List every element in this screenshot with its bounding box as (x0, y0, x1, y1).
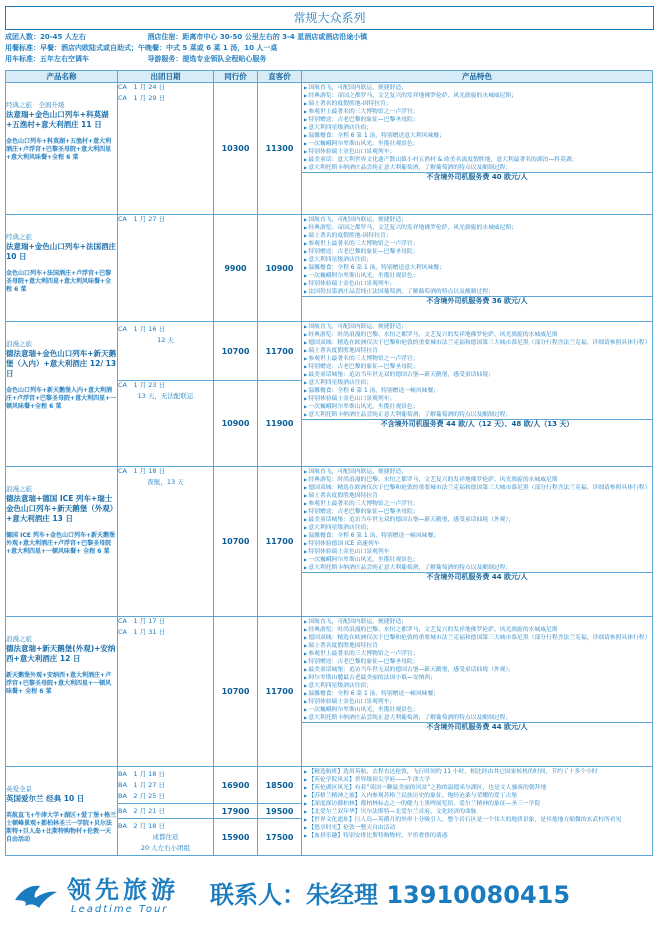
direct-price: 11700 (258, 617, 302, 767)
feature-item: ▶ 一次巍峨阿尔卑斯山风光，坐揽壮观景色； (304, 706, 650, 714)
header-direct-price: 直客价 (258, 71, 302, 83)
departure-date: CA 1 月 17 日 (118, 617, 166, 625)
product-name-cell (6, 215, 118, 322)
departure-dates-cell (118, 767, 214, 804)
departure-date: 13 天，无法配联运 (137, 392, 194, 400)
feature-item: ▶ 意大利托斯卡纳酒庄品尝纯正意大利葡萄酒，了解葡萄酒的特点以及酿制过程； (304, 564, 650, 572)
feature-item: ▶ 瑞士著名度假胜地因特拉肯 (304, 347, 650, 355)
product-description: 金色山口列车+新天鹅堡入内+意大利酒庄+卢浮宫+巴黎圣母院+意大利四星+一顿风味餐+全程 6 菜 (6, 387, 117, 410)
product-name[interactable]: 德法意瑞+金色山口列车+新天鹅堡（入内）+意大利酒庄 12/ 13 日 (6, 349, 117, 378)
departure-date: BA 2 月 21 日 (118, 807, 166, 815)
service-fee-note: 不含境外司机服务费 40 欧元/人 (302, 172, 652, 182)
departure-dates-cell (118, 819, 214, 856)
features-cell (302, 467, 653, 617)
feature-item: ▶ 特别体验瑞士金色山口景观列车； (304, 280, 650, 288)
peer-price: 16900 (214, 767, 258, 804)
feature-item: ▶ 阿尔卑斯山麓最古老最美丽的法国小镇—安纳西； (304, 674, 650, 682)
feature-item: ▶ 一次巍峨阿尔卑斯山风光，坐揽壮观景色； (304, 272, 650, 280)
departure-dates-cell (118, 617, 214, 767)
feature-item: ▶ 特别体验瑞士金色山口景观列车； (304, 395, 650, 403)
departure-date: 20 人左右小团组 (140, 844, 191, 852)
features-list (302, 617, 652, 722)
feature-item: ▶ 经典游览：时尚浪漫的巴黎、水恒之都罗马，文艺复兴的发祥地佛罗伦萨、风光旖旎的水城威尼斯 (304, 476, 650, 484)
feature-item: ▶ 瑞士著名度假胜地因特拉肯 (304, 642, 650, 650)
departure-date: BA 2 月 25 日 (118, 792, 166, 800)
feature-item: ▶ 【英伦学院风采】世界级顶尖学府——牛津大学 (304, 776, 650, 784)
departure-date: CA 1 月 16 日 (118, 325, 166, 333)
feature-item: ▶ 一次巍峨阿尔卑斯山风光，坐揽壮观景色； (304, 403, 650, 411)
group-size: 成团人数：20-45 人左右 (5, 33, 86, 41)
feature-item: ▶ 一次巍峨阿尔卑斯山风光，坐揽壮观景色； (304, 140, 650, 148)
product-name-cell (6, 322, 118, 467)
product-row (6, 617, 653, 767)
product-series: 浪漫之旅 (6, 635, 32, 643)
feature-item: ▶ 【血拼乐趣】特别安排比斯特购物村，平价奢侈的诱惑 (304, 832, 650, 840)
feature-item: ▶ 经典游览：帝国之都罗马、文艺复兴的发祥地佛罗伦萨、风光旖旎的水城威尼斯； (304, 92, 650, 100)
table-header-row (6, 71, 653, 83)
feature-item: ▶ 国航直飞，可配国内联运，便捷舒适； (304, 323, 650, 331)
feature-item: ▶ 意大利四星级酒店住宿； (304, 379, 650, 387)
feature-item: ▶ 意大利四星级酒店住宿； (304, 256, 650, 264)
feature-item: ▶ 温馨餐食：全程 6 菜 1 汤，特别赠送一顿风味餐； (304, 532, 650, 540)
departure-date: CA 1 月 29 日 (118, 94, 166, 102)
feature-item: ▶ 【英伦湖区风光】有着“英国一颗最美丽的风景”之称的温德米尔湖区，也是文人骚客的朝拜地 (304, 784, 650, 792)
feature-item: ▶ 温馨餐食：全程 6 菜 1 汤，特别赠送意大利风味餐； (304, 132, 650, 140)
departure-date: CA 1 月 31 日 (118, 628, 166, 636)
product-name[interactable]: 德法意瑞+德国 ICE 列车+瑞士金色山口列车+新天鹅堡（外观）+意大利酒庄 13 日 (6, 494, 114, 523)
feature-item: ▶ 特别赠送：古老巴黎的象征—巴黎圣母院； (304, 508, 650, 516)
header-peer-price: 同行价 (214, 71, 258, 83)
product-row (6, 322, 653, 381)
product-series: 浪漫之旅 (6, 485, 32, 493)
product-row (6, 467, 653, 617)
features-cell (302, 215, 653, 322)
departure-date: CA 1 月 24 日 (118, 83, 166, 91)
feature-item: ▶ 温馨餐食：全程 6 菜 1 汤，特别赠送意大利风味餐； (304, 264, 650, 272)
feature-item: ▶ 参观世上最著名的三大博物馆之一卢浮宫； (304, 240, 650, 248)
product-row (6, 767, 653, 804)
product-name[interactable]: 德法意瑞+新天鹅堡(外观)+安纳西+意大利酒庄 12 日 (6, 644, 116, 663)
product-name[interactable]: 法意瑞+金色山口列车+科莫湖+五渔村+意大利酒庄 11 日 (6, 110, 109, 129)
features-list (302, 83, 652, 172)
feature-item: ▶ 【北爱尔兰双年华】贝尔法斯特—北爱尔兰首府，文化经济的命脉 (304, 808, 650, 816)
departure-date: CA 1 月 18 日 (118, 467, 166, 475)
feature-item: ▶ 德国双城：精选在欧洲仅次于巴黎和伦敦的重要城市法兰克福和德国第三大城市慕尼黑（部分行程含法兰克福，详细请参照具体行程） (304, 634, 650, 642)
feature-item: ▶ 特别赠送：古老巴黎的象征—巴黎圣母院； (304, 248, 650, 256)
footer (5, 868, 652, 924)
features-list (302, 467, 652, 572)
product-series: 英爱全景 (6, 785, 32, 793)
direct-price: 18500 (258, 767, 302, 804)
departure-dates-cell (118, 83, 214, 215)
departure-dates-cell (118, 381, 214, 467)
feature-item: ▶ 国航直飞，可配国内联运，便捷舒适； (304, 84, 650, 92)
feature-item: ▶ 瑞士著名的度假胜地-因特拉肯； (304, 232, 650, 240)
coach-standard: 用车标准：五年左右空调车 (5, 55, 89, 63)
peer-price: 10700 (214, 322, 258, 381)
departure-date: 12 天 (157, 336, 174, 344)
direct-price: 10900 (258, 215, 302, 322)
feature-item: ▶ 国航直飞，可配国内联运，便捷舒适； (304, 618, 650, 626)
peer-price: 17900 (214, 804, 258, 819)
feature-item: ▶ 特别赠送：古老巴黎的象征—巴黎圣母院； (304, 116, 650, 124)
feature-item: ▶ 参观世上最著名的三大博物馆之一卢浮宫； (304, 108, 650, 116)
hotel-standard: 酒店住宿：距离市中心 30-50 公里左右的 3-4 星酒店或酒店沿途小镇 (147, 33, 368, 41)
feature-item: ▶ 温馨餐食：全程 6 菜 1 汤，特别赠送一顿风味餐； (304, 387, 650, 395)
product-description: 新天鹅堡外观+安纳西+意大利酒庄+卢浮宫+巴黎圣母院+意大利四星+一顿风味餐+ 全程 6 菜 (6, 672, 112, 695)
contact-info: 联系人：朱经理 13910080415 (210, 881, 571, 909)
departure-dates-cell (118, 322, 214, 381)
feature-item: ▶ 【苏格兰精神之旅】入内参观苏格兰民族历史的象征、饱经沧桑与荣耀的爱丁古堡 (304, 792, 650, 800)
feature-item: ▶ 国航直飞，可配国内联运，便捷舒适； (304, 216, 650, 224)
product-name-cell (6, 467, 118, 617)
departure-dates-cell (118, 467, 214, 617)
feature-item: ▶ 温馨餐食：全程 6 菜 1 汤，特别赠送一顿风味餐； (304, 690, 650, 698)
header-product-name: 产品名称 (6, 71, 118, 83)
features-list (302, 767, 652, 840)
feature-item: ▶ 意大利托斯卡纳酒庄品尝纯正意大利葡萄酒，了解葡萄酒的特点以及酿制过程； (304, 164, 650, 172)
peer-price: 10900 (214, 381, 258, 467)
direct-price: 19500 (258, 804, 302, 819)
header-features: 产品特色 (302, 71, 653, 83)
feature-item: ▶ 瑞士著名度假胜地因特拉肯 (304, 492, 650, 500)
feature-item: ▶ 国航直飞，可配国内联运，便捷舒适； (304, 468, 650, 476)
feature-item: ▶ 意大利四星级酒店住宿； (304, 682, 650, 690)
features-cell (302, 83, 653, 215)
product-series: 经典之旅 (6, 233, 32, 241)
service-fee-note: 不含境外司机服务费 44 欧元/人 (302, 722, 652, 732)
feature-item: ▶ 经典游览：时尚浪漫的巴黎、水恒之都罗马，文艺复兴的发祥地佛罗伦萨、风光旖旎的水城威尼斯 (304, 626, 650, 634)
product-series: 经典之旅 全面升级 (6, 101, 65, 109)
departure-date: CA 1 月 27 日 (118, 215, 166, 223)
product-name-cell (6, 767, 118, 856)
direct-price: 11700 (258, 467, 302, 617)
brand-name-en: Leadtime Tour (71, 904, 169, 915)
feature-item: ▶ 意大利四星级酒店住宿； (304, 124, 650, 132)
feature-item: ▶ 特别赠送：古老巴黎的象征—巴黎圣母院； (304, 658, 650, 666)
features-cell (302, 767, 653, 856)
service-fee-note: 不含境外司机服务费 44 欧元/人 (302, 572, 652, 582)
service-fee-note: 不含境外司机服务费 36 欧元/人 (302, 296, 652, 306)
feature-item: ▶ 【悠享时光】伦敦一整天自由活动 (304, 824, 650, 832)
info-row-3 (5, 54, 652, 64)
bird-logo-icon (11, 878, 59, 914)
peer-price: 15900 (214, 819, 258, 856)
product-description: 英航直飞+牛津大学+湖区+爱丁堡+格兰士顿峰景观+都柏林圣三一学院+贝尔法斯特+巨人岛+比斯特购物村+伦敦一天自由活动 (6, 812, 117, 843)
direct-price: 11300 (258, 83, 302, 215)
feature-item: ▶ 最美童话：意大利世界文化遗产散山镇小村五渔村 & 欧美名流度假胜地，意大利最著名的湖泊—科莫湖； (304, 156, 650, 164)
product-table (5, 70, 653, 856)
departure-date: CA 1 月 23 日 (118, 381, 166, 389)
feature-item: ▶ 【深度探访都柏林】都柏林标志之一的健力士黑啤展览馆，爱尔兰精神的象征—圣三一学院 (304, 800, 650, 808)
feature-item: ▶ 特别体验瑞士金色山口景观列车 (304, 548, 650, 556)
departure-dates-cell (118, 215, 214, 322)
features-list (302, 215, 652, 296)
departure-date: BA 1 月 27 日 (118, 781, 166, 789)
feature-item: ▶ 【精选航班】选用英航，去程直达伦敦，飞行时间约 11 小时，相比经由其它国家转机的时间，节约了十多个小时 (304, 768, 650, 776)
features-list (302, 322, 652, 419)
direct-price: 17500 (258, 819, 302, 856)
feature-item: ▶ 意大利托斯卡纳酒庄品尝纯正意大利葡萄酒，了解葡萄酒的特点以及酿制过程； (304, 411, 650, 419)
guide-service: 导游服务：提选专业领队全程贴心服务 (147, 55, 267, 63)
feature-item: ▶ 最美童话城堡：追访当年世无双的德国古堡—新天鹅堡，感受童话仙境（外观）； (304, 516, 650, 524)
product-series: 浪漫之旅 (6, 340, 32, 348)
direct-price: 11900 (258, 381, 302, 467)
feature-item: ▶ 最美童话城堡：追访当年世无双的德国古堡—新天鹅堡，感受童话仙境； (304, 371, 650, 379)
feature-item: ▶ 经典游览：帝国之都罗马、文艺复兴的发祥地佛罗伦萨、风光旖旎的水城威尼斯； (304, 224, 650, 232)
departure-date: 成都往返 (152, 833, 179, 841)
feature-item: ▶ 特别体验德国 ICE 高速列车 (304, 540, 650, 548)
product-name[interactable]: 法意瑞+金色山口列车+法国酒庄 10 日 (6, 242, 117, 261)
departure-date: 夜航，13 天 (147, 478, 184, 486)
departure-date: BA 2 月 18 日 (118, 822, 166, 830)
product-description: 金色山口列车+法国酒庄+卢浮宫+巴黎圣母院+意大利四星+意大利风味餐+全程 6 菜 (6, 270, 112, 293)
features-cell (302, 322, 653, 467)
peer-price: 10700 (214, 617, 258, 767)
feature-item: ▶ 意大利托斯卡纳酒庄品尝纯正意大利葡萄酒，了解葡萄酒的特点以及酿制过程； (304, 714, 650, 722)
feature-item: ▶ 一次巍峨阿尔卑斯山风光，坐揽壮观景色； (304, 556, 650, 564)
product-name-cell (6, 83, 118, 215)
peer-price: 9900 (214, 215, 258, 322)
feature-item: ▶ 最美童话城堡：追访当年世无双的德国古堡—新天鹅堡，感受童话仙境（外观）； (304, 666, 650, 674)
meal-standard: 用餐标准：早餐：酒店内欧陆式或自助式；午晚餐：中式 5 菜或 6 菜 1 汤，10 人一桌 (5, 44, 278, 52)
product-name-cell (6, 617, 118, 767)
direct-price: 11700 (258, 322, 302, 381)
feature-item: ▶ 特别赠送：古老巴黎的象征—巴黎圣母院； (304, 363, 650, 371)
info-row-1 (5, 32, 652, 42)
product-row (6, 215, 653, 322)
feature-item: ▶ 德国双城：精选在欧洲仅次于巴黎和伦敦的重要城市法兰克福和德国第三大城市慕尼黑（部分行程含法兰克福，详细请参照具体行程） (304, 339, 650, 347)
product-description: 金色山口列车+科莫湖+五渔村+意大利酒庄+卢浮宫+巴黎圣母院+意大利四星+意大利风味餐+全程 6 菜 (6, 138, 112, 161)
feature-item: ▶ 瑞士著名的度假胜地-因特拉肯； (304, 100, 650, 108)
departure-date: BA 1 月 18 日 (118, 770, 166, 778)
feature-item: ▶ 【世界文化遗址】巨人岛—英爵月的外形十分吸引人，整个岩石区是一个伟大的地质景象，是其他地方缩微的玄武柱所看见 (304, 816, 650, 824)
feature-item: ▶ 参观世上最著名的三大博物馆之一卢浮宫； (304, 355, 650, 363)
feature-item: ▶ 经典游览：时尚浪漫的巴黎、水恒之都罗马，文艺复兴的发祥地佛罗伦萨、风光旖旎的水城威尼斯 (304, 331, 650, 339)
header-departure-date: 出团日期 (118, 71, 214, 83)
info-row-2 (5, 43, 652, 53)
product-description: 德国 ICE 列车+金色山口列车+新天鹅堡外观+意大利酒庄+卢浮宫+巴黎圣母院+意大利四星+一顿风味餐+ 全程 6 菜 (6, 532, 115, 555)
feature-item: ▶ 特别体验瑞士金色山口景观列车； (304, 698, 650, 706)
feature-item: ▶ 法国勃艮第酒庄品尝纯正法国葡萄酒，了解葡萄酒的特点以及酿制过程； (304, 288, 650, 296)
page-title: 常规大众系列 (5, 6, 654, 30)
product-name[interactable]: 英国爱尔兰 经典 10 日 (6, 794, 85, 803)
peer-price: 10300 (214, 83, 258, 215)
feature-item: ▶ 参观世上最著名的三大博物馆之一卢浮宫； (304, 650, 650, 658)
feature-item: ▶ 意大利四星级酒店住宿； (304, 524, 650, 532)
feature-item: ▶ 参观世上最著名的三大博物馆之一卢浮宫； (304, 500, 650, 508)
departure-dates-cell (118, 804, 214, 819)
feature-item: ▶ 德国双城：精选在欧洲仅次于巴黎和伦敦的重要城市法兰克福和德国第三大城市慕尼黑（部分行程含法兰克福，详细请参照具体行程） (304, 484, 650, 492)
product-row (6, 83, 653, 215)
brand-name-cn: 领先旅游 (67, 876, 179, 904)
feature-item: ▶ 特别体验瑞士金色山口景观列车； (304, 148, 650, 156)
features-cell (302, 617, 653, 767)
peer-price: 10700 (214, 467, 258, 617)
service-fee-note: 不含境外司机服务费 44 欧/人（12 天）、48 欧/人（13 天） (302, 419, 652, 429)
